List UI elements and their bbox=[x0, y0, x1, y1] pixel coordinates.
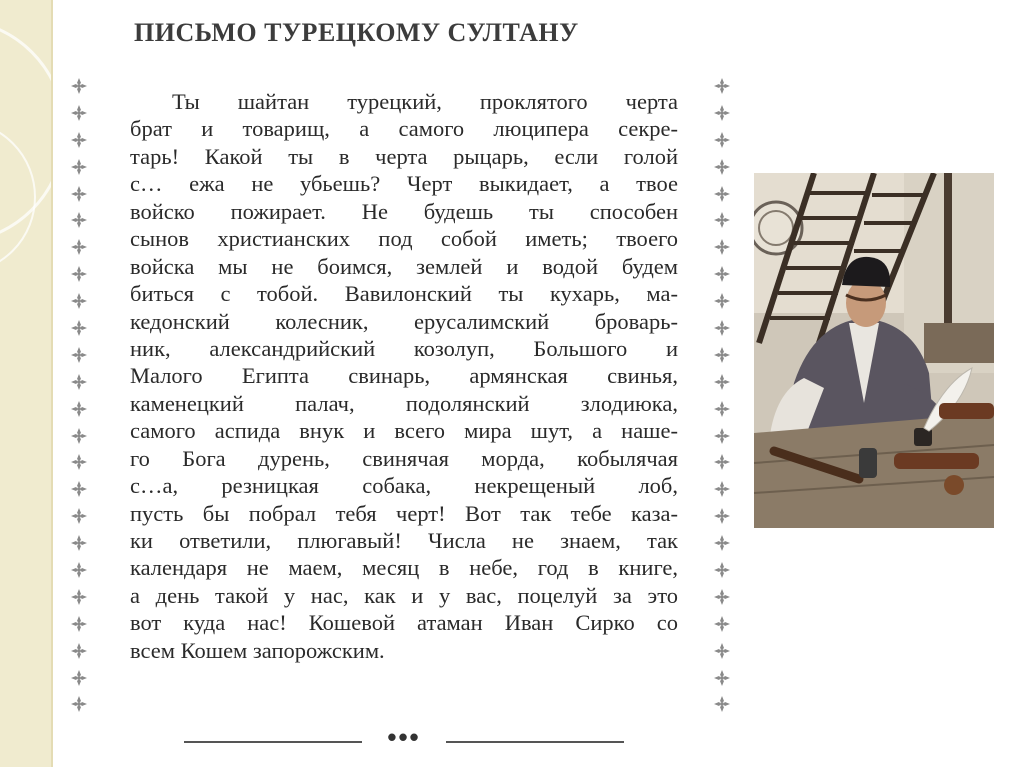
cross-ornament-icon bbox=[71, 212, 87, 228]
cross-ornament-icon bbox=[71, 481, 87, 497]
letter-line: вот куда нас! Кошевой атаман Иван Сирко со bbox=[130, 610, 678, 636]
cross-ornament-icon bbox=[71, 266, 87, 282]
cross-ornament-icon bbox=[714, 347, 730, 363]
cross-ornament-icon bbox=[71, 105, 87, 121]
cross-ornament-icon bbox=[714, 696, 730, 712]
letter-line: ки ответили, плюгавый! Числа не знаем, так bbox=[130, 528, 678, 553]
cross-ornament-icon bbox=[714, 239, 730, 255]
decorative-left-strip bbox=[0, 0, 53, 767]
letter-line: Ты шайтан турецкий, проклятого черта bbox=[172, 89, 678, 114]
cross-ornament-icon bbox=[714, 266, 730, 282]
cross-ornament-icon bbox=[714, 186, 730, 202]
cross-ornament-icon bbox=[714, 428, 730, 444]
letter-line: с…а, резницкая собака, некрещеный лоб, bbox=[130, 473, 678, 499]
cross-ornament-icon bbox=[714, 401, 730, 417]
cross-ornament-icon bbox=[71, 293, 87, 309]
letter-line: всем Кошем запорожским. bbox=[130, 637, 385, 663]
letter-line: войско пожирает. Не будешь ты способен bbox=[130, 198, 678, 224]
letter-line: каменецкий палач, подолянский злодиюка, bbox=[130, 390, 678, 416]
letter-line: ник, александрийский козолуп, Большого и bbox=[130, 335, 678, 361]
cross-ornament-icon bbox=[714, 132, 730, 148]
cross-ornament-icon bbox=[71, 401, 87, 417]
cross-ornament-icon bbox=[71, 374, 87, 390]
letter-line: войска мы не боимся, землей и водой будем bbox=[130, 253, 678, 279]
cross-ornament-icon bbox=[71, 508, 87, 524]
letter-line: го Бога дурень, свинячая морда, кобылячая bbox=[130, 445, 678, 471]
cross-ornament-icon bbox=[71, 78, 87, 94]
letter-line: брат и товарищ, а самого люципера секре- bbox=[130, 116, 678, 142]
cross-ornament-icon bbox=[71, 428, 87, 444]
cross-ornament-icon bbox=[714, 589, 730, 605]
cross-ornament-icon bbox=[71, 562, 87, 578]
cross-ornament-icon bbox=[714, 616, 730, 632]
cross-ornament-icon bbox=[714, 454, 730, 470]
letter-text bbox=[130, 88, 678, 664]
strip-edge bbox=[51, 0, 53, 767]
letter-line: кедонский колесник, ерусалимский броварь- bbox=[130, 308, 678, 334]
cross-ornament-icon bbox=[714, 212, 730, 228]
letter-line: а день такой у нас, как и у вас, поцелуй за это bbox=[130, 582, 678, 608]
cross-ornament-icon bbox=[71, 186, 87, 202]
letter-line: календаря не маем, месяц в небе, год в книге, bbox=[130, 555, 678, 581]
cross-ornament-icon bbox=[714, 320, 730, 336]
cross-ornament-icon bbox=[71, 132, 87, 148]
cross-ornament-icon bbox=[714, 78, 730, 94]
cross-ornament-icon bbox=[714, 508, 730, 524]
cross-ornament-icon bbox=[71, 616, 87, 632]
cross-ornament-icon bbox=[714, 105, 730, 121]
letter-line: с… ежа не убьешь? Черт выкидает, а твое bbox=[130, 171, 678, 197]
page-title: ПИСЬМО ТУРЕЦКОМУ СУЛТАНУ bbox=[134, 18, 579, 47]
cross-ornament-icon bbox=[71, 643, 87, 659]
bottom-separator bbox=[184, 721, 624, 754]
ornamental-border-right bbox=[711, 78, 733, 723]
cross-ornament-icon bbox=[71, 696, 87, 712]
letter-line: самого аспида внук и всего мира шут, а наше- bbox=[130, 418, 678, 444]
cross-ornament-icon bbox=[714, 670, 730, 686]
ornamental-border-left bbox=[68, 78, 90, 723]
cross-ornament-icon bbox=[714, 293, 730, 309]
cossack-illustration bbox=[754, 173, 994, 528]
cross-ornament-icon bbox=[71, 347, 87, 363]
letter-line: пусть бы побрал тебя черт! Вот так тебе каза- bbox=[130, 500, 678, 526]
letter-line: тарь! Какой ты в черта рыцарь, если голой bbox=[130, 143, 678, 169]
letter-line: сынов христианских под собой иметь; твоего bbox=[130, 226, 678, 252]
cross-ornament-icon bbox=[71, 670, 87, 686]
letter-line: Малого Египта свинарь, армянская свинья, bbox=[130, 363, 678, 389]
separator-line-right bbox=[446, 741, 624, 743]
cross-ornament-icon bbox=[71, 320, 87, 336]
cross-ornament-icon bbox=[71, 454, 87, 470]
cross-ornament-icon bbox=[714, 159, 730, 175]
cross-ornament-icon bbox=[714, 374, 730, 390]
cross-ornament-icon bbox=[71, 239, 87, 255]
separator-dots: ••• bbox=[387, 721, 421, 752]
separator-line-left bbox=[184, 741, 362, 743]
cross-ornament-icon bbox=[714, 535, 730, 551]
cross-ornament-icon bbox=[71, 589, 87, 605]
cross-ornament-icon bbox=[714, 481, 730, 497]
cross-ornament-icon bbox=[714, 562, 730, 578]
cross-ornament-icon bbox=[714, 643, 730, 659]
cross-ornament-icon bbox=[71, 535, 87, 551]
letter-line: биться с тобой. Вавилонский ты кухарь, ма- bbox=[130, 281, 678, 307]
cross-ornament-icon bbox=[71, 159, 87, 175]
